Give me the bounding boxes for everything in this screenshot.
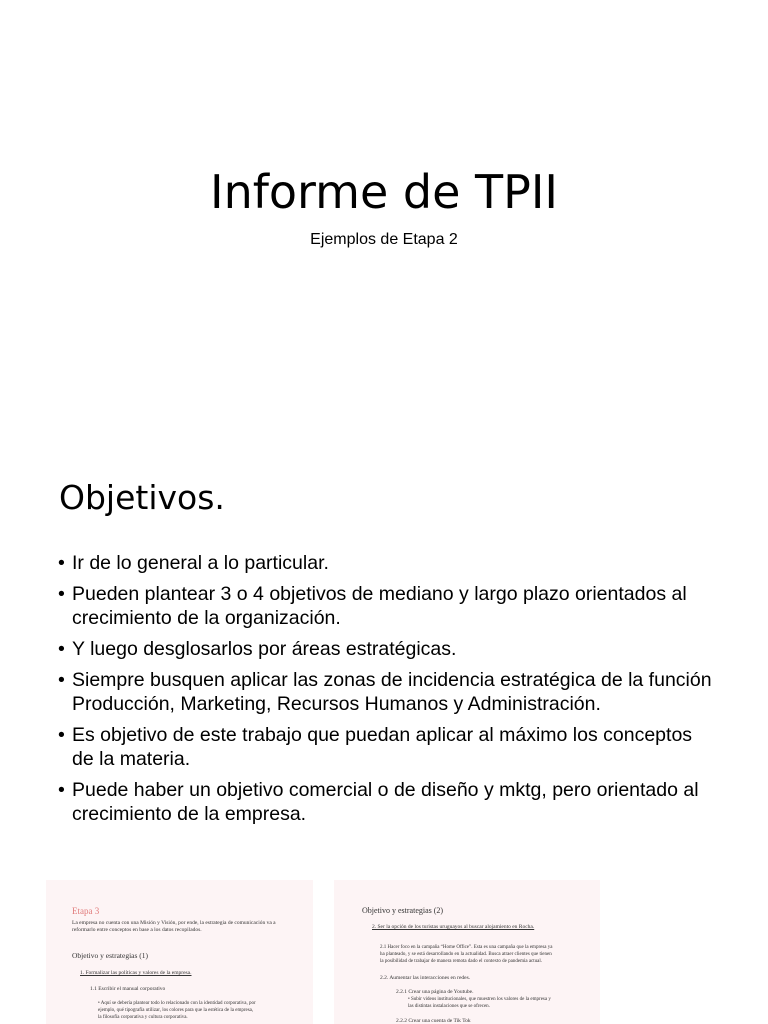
thumbnail-title: Objetivo y estrategias (2) (362, 906, 444, 915)
thumbnail-paragraph (380, 944, 552, 965)
bullet-item: • Ir de lo general a lo particular. (58, 551, 718, 575)
slide-heading: Objetivos. (59, 478, 225, 517)
thumbnail-list-item: 2.2. Aumentar las interacciones en redes. (380, 975, 471, 981)
bullet-item: • Puede haber un objetivo comercial o de diseño y mktg, pero orientado al crecimiento de la empresa. (58, 778, 718, 826)
thumbnail-line: La empresa no cuenta con una Misión y Visión, por ende, la estrategia de comunicación va a (72, 920, 276, 926)
presentation-subtitle: Ejemplos de Etapa 2 (310, 231, 458, 248)
title-slide (0, 0, 768, 440)
thumbnail-paragraph (72, 920, 276, 934)
thumbnail-title: Etapa 3 (72, 906, 100, 916)
bullet-item: • Siempre busquen aplicar las zonas de incidencia estratégica de la función Producción, Marketing, Recursos Humanos y Administración. (58, 668, 718, 716)
thumbnail-line: la posibilidad de trabajar de manera remota dado el contexto de pandemia actual. (380, 959, 543, 964)
thumbnail-line: ha planteado, y se está desarrollando en la actualidad. Busca atraer clientes que tienen (380, 952, 552, 957)
presentation-title: Informe de TPII (210, 165, 558, 219)
thumbnail-list-item: 2.2.2 Crear una cuenta de Tik Tok (396, 1018, 471, 1024)
thumbnail-list-item: 2. Ser la opción de los turistas uruguayos al buscar alojamiento en Rocha. (372, 924, 535, 930)
bullet-item: • Es objetivo de este trabajo que puedan aplicar al máximo los conceptos de la materia. (58, 723, 718, 771)
example-document-thumbnail-2[interactable] (334, 880, 600, 1024)
objectives-slide (0, 440, 768, 870)
example-document-thumbnail-1[interactable] (46, 880, 313, 1024)
thumbnail-paragraph (408, 996, 551, 1010)
thumbnail-line: • Subir videos institucionales, que muestren los valores de la empresa y (408, 997, 551, 1002)
thumbnail-line: ejemplo, qué tipografía utilizar, los colores para que la estética de la empresa, (98, 1008, 254, 1013)
bullet-list (58, 551, 718, 833)
thumbnail-heading: Objetivo y estrategias (1) (72, 951, 149, 960)
thumbnail-paragraph (98, 1000, 256, 1021)
thumbnail-list-item: 2.2.1 Crear una página de Youtube. (396, 989, 474, 995)
thumbnail-line: • Aquí se debería plantear todo lo relacionado con la identidad corporativa, por (98, 1001, 256, 1006)
thumbnail-line: la filosofía corporativa y cultura corporativa. (98, 1015, 188, 1020)
bullet-item: • Y luego desglosarlos por áreas estratégicas. (58, 637, 718, 661)
thumbnail-line: reformarlo entre conceptos en base a los datos recopilados. (72, 927, 202, 933)
thumbnail-line: 2.1 Hacer foco en la campaña “Home Office”. Esta es una campaña que la empresa ya (380, 945, 553, 950)
thumbnail-line: las distintas instalaciones que se ofrecen. (408, 1004, 490, 1009)
thumbnail-list-item: 1. Formalizar las políticas y valores de la empresa. (80, 970, 192, 976)
bullet-item: • Pueden plantear 3 o 4 objetivos de mediano y largo plazo orientados al crecimiento de la organización. (58, 582, 718, 630)
thumbnail-list-item: 1.1 Escribir el manual corporativo (90, 986, 166, 992)
